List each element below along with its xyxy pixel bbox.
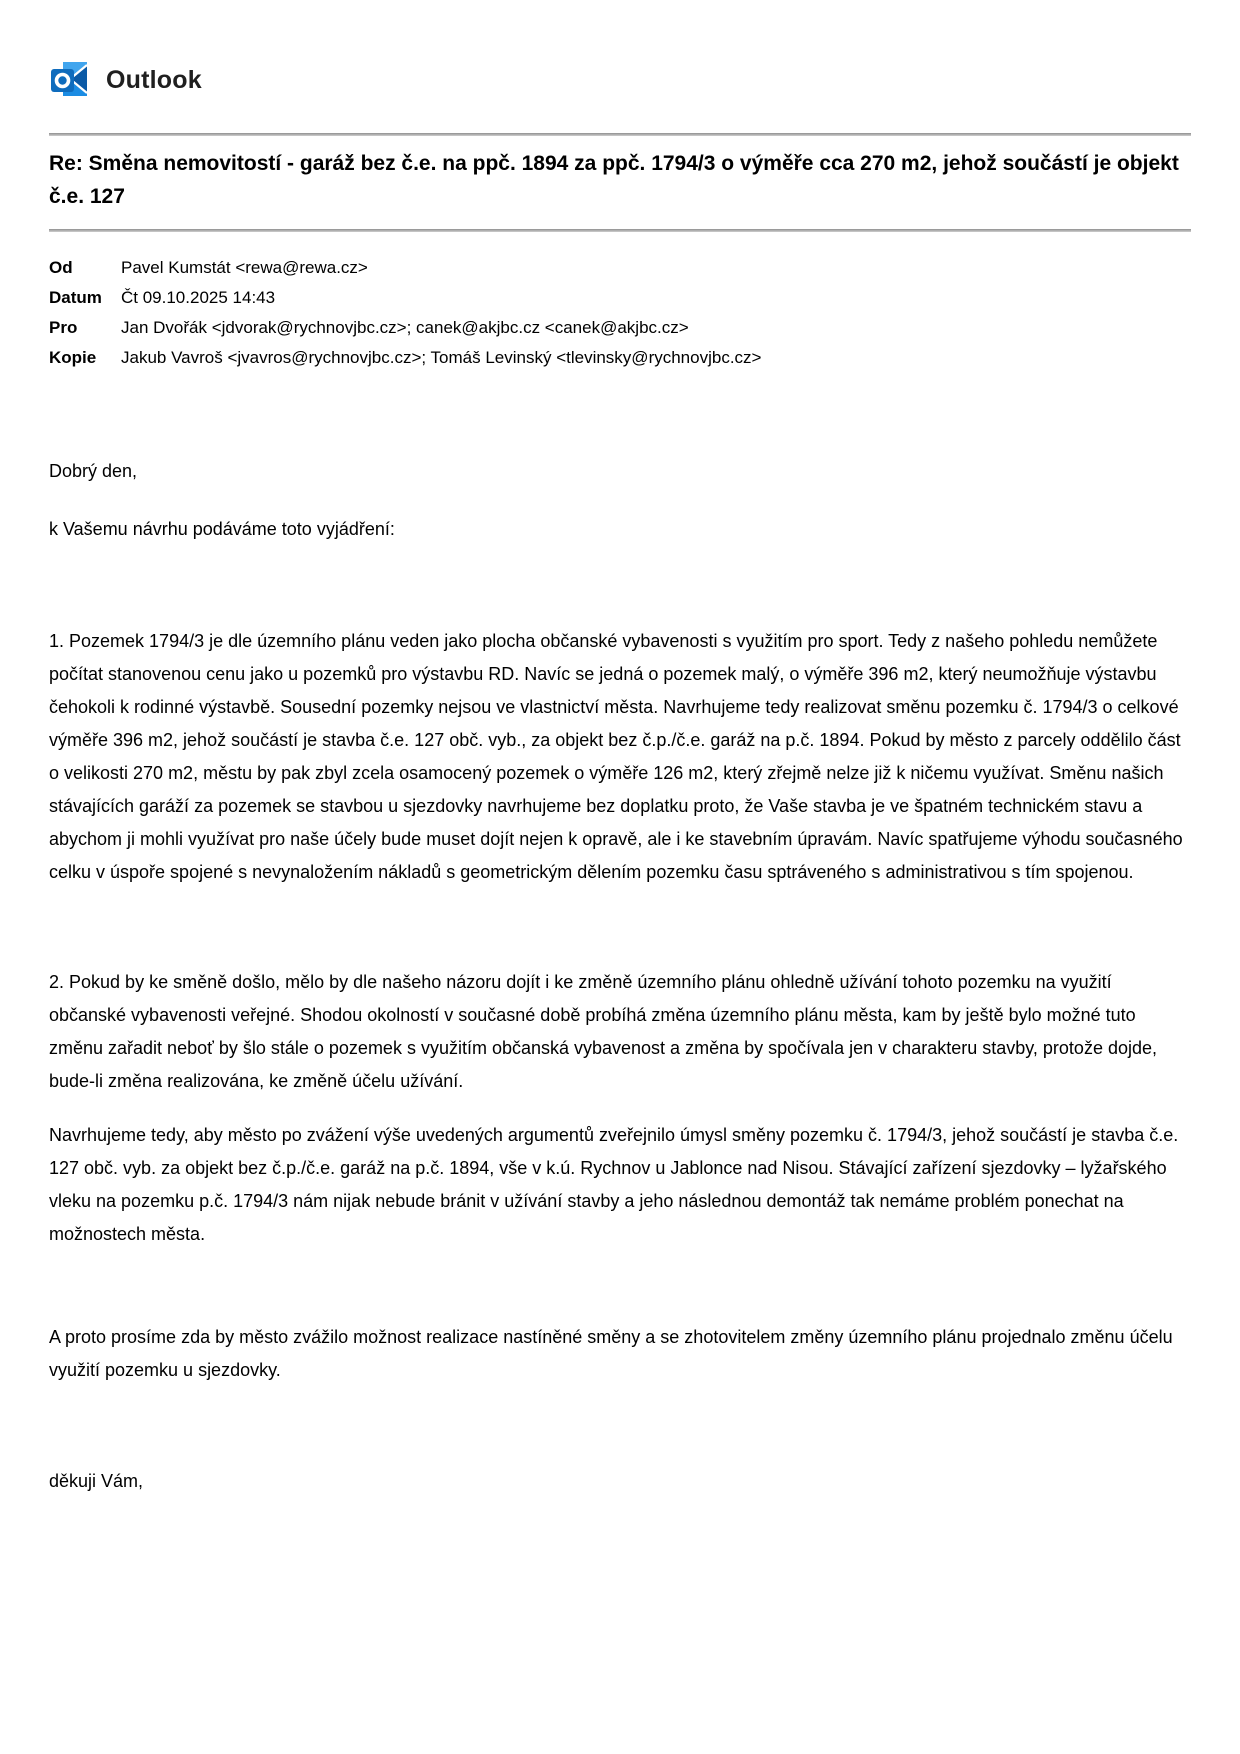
meta-row-to (49, 313, 1191, 343)
body-paragraph-3: Navrhujeme tedy, aby město po zvážení výše uvedených argumentů zveřejnilo úmysl směny pozemku č. 1794/3, jehož součástí je stavba č.e. 127 obč. vyb. za objekt bez č.p./č.e. garáž na p.č. 1894, vše v k.ú. Rychnov u Jablonce nad Nisou. Stávající zařízení sjezdovky – lyžařského vleku na pozemku p.č. 1794/3 nám nijak nebude bránit v užívání stavby a jeho následnou demontáž tak nemáme problém ponechat na možnostech města. (49, 1125, 1179, 1244)
meta-value-date: Čt 09.10.2025 14:43 (121, 288, 276, 307)
outlook-header (49, 0, 1191, 100)
outlook-logo-icon (49, 60, 91, 100)
body-paragraph-2: 2. Pokud by ke směně došlo, mělo by dle našeho názoru dojít i ke změně územního plánu ohledně užívání tohoto pozemku na využití občanské vybavenosti veřejné. Shodou okolností v současné době probíhá změna územního plánu města, kam by ještě bylo možné tuto změnu zařadit neboť by šlo stále o pozemek s využitím občanská vybavenost a změna by spočívala jen v charakteru stavby, protože dojde, bude-li změna realizována, ke změně účelu užívání. (49, 972, 1157, 1091)
email-subject: Re: Směna nemovitostí - garáž bez č.e. na ppč. 1894 za ppč. 1794/3 o výměře cca 270 m2, jehož součástí je objekt č.e. 127 (49, 152, 1179, 208)
divider-subject (49, 229, 1191, 232)
divider-header (49, 133, 1191, 136)
meta-row-from (49, 253, 1191, 283)
meta-row-cc (49, 343, 1191, 373)
meta-label-date: Datum (49, 288, 102, 307)
meta-label-cc: Kopie (49, 348, 97, 367)
body-intro: k Vašemu návrhu podáváme toto vyjádření: (49, 519, 395, 539)
body-closing: děkuji Vám, (49, 1471, 144, 1491)
body-greeting: Dobrý den, (49, 461, 138, 481)
email-metadata (49, 253, 1191, 373)
meta-label-to: Pro (49, 318, 78, 337)
email-body (49, 455, 1191, 1608)
body-paragraph-4: A proto prosíme zda by město zvážilo možnost realizace nastíněné směny a se zhotovitelem změny územního plánu projednalo změnu účelu využití pozemku u sjezdovky. (49, 1327, 1173, 1380)
app-title: Outlook (106, 65, 202, 94)
meta-value-cc: Jakub Vavroš <jvavros@rychnovjbc.cz>; Tomáš Levinský <tlevinsky@rychnovjbc.cz> (121, 348, 762, 367)
meta-row-date (49, 283, 1191, 313)
meta-value-from: Pavel Kumstát <rewa@rewa.cz> (121, 258, 368, 277)
meta-value-to: Jan Dvořák <jdvorak@rychnovjbc.cz>; canek@akjbc.cz <canek@akjbc.cz> (121, 318, 689, 337)
meta-label-from: Od (49, 258, 73, 277)
body-paragraph-1: 1. Pozemek 1794/3 je dle územního plánu veden jako plocha občanské vybavenosti s využitím pro sport. Tedy z našeho pohledu nemůžete počítat stanovenou cenu jako u pozemků pro výstavbu RD. Navíc se jedná o pozemek malý, o výměře 396 m2, který neumožňuje výstavbu čehokoli k rodinné výstavbě. Sousední pozemky nejsou ve vlastnictví města. Navrhujeme tedy realizovat směnu pozemku č. 1794/3 o celkové výměře 396 m2, jehož součástí je stavba č.e. 127 obč. vyb., za objekt bez č.p./č.e. garáž na p.č. 1894. Pokud by město z parcely oddělilo část o velikosti 270 m2, městu by pak zbyl zcela osamocený pozemek o výměře 126 m2, který zřejmě nelze již k ničemu využívat. Směnu našich stávajících garáží za pozemek se stavbou u sjezdovky navrhujeme bez doplatku proto, že Vaše stavba je ve špatném technickém stavu a abychom ji mohli využívat pro naše účely bude muset dojít nejen k opravě, ale i ke stavebním úpravám. Navíc spatřujeme výhodu současného celku v úspoře spojené s nevynaložením nákladů s geometrickým dělením pozemku času sptráveného s administrativou s tím spojenou. (49, 631, 1183, 882)
